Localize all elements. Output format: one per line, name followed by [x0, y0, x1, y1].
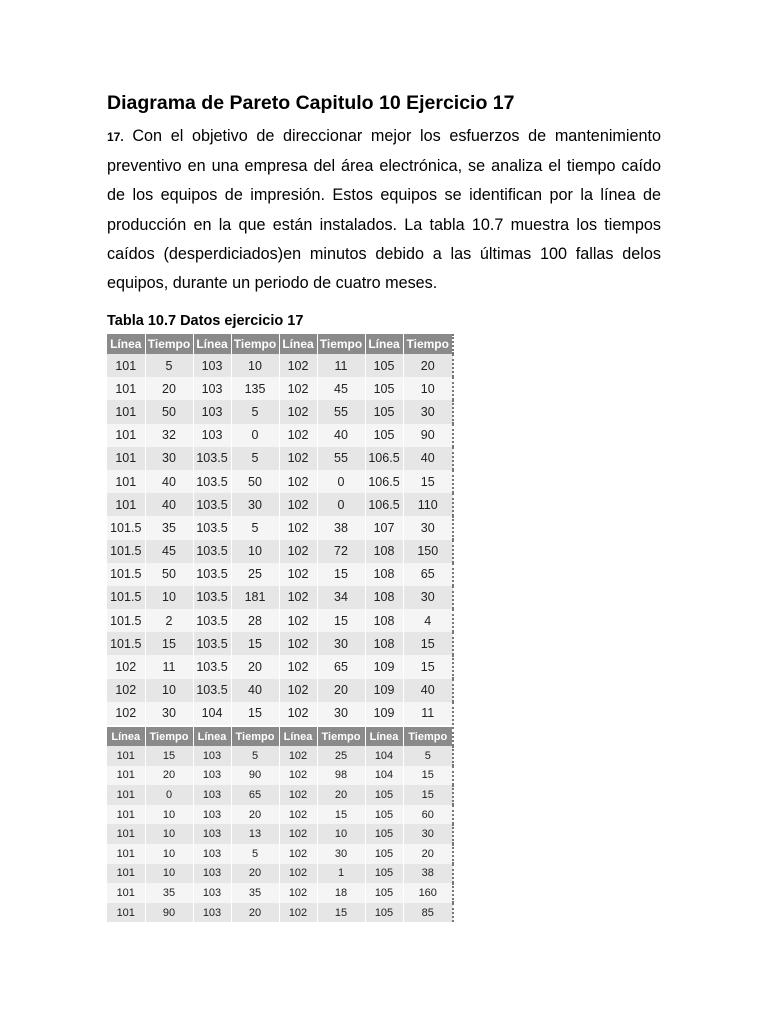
table-cell: 103 — [193, 424, 231, 447]
table-cell: 25 — [317, 746, 365, 766]
data-table-part-1 — [107, 334, 454, 725]
table-cell: 102 — [279, 447, 317, 470]
table-cell: 108 — [365, 609, 403, 632]
table-cell: 102 — [279, 424, 317, 447]
table-cell: 102 — [279, 632, 317, 655]
table-cell: 102 — [279, 805, 317, 825]
table-row — [107, 679, 453, 702]
column-header: Tiempo — [403, 727, 453, 746]
table-cell: 65 — [317, 655, 365, 678]
table-cell: 101 — [107, 805, 145, 825]
table-cell: 101.5 — [107, 609, 145, 632]
table-cell: 10 — [317, 824, 365, 844]
table-cell: 103.5 — [193, 540, 231, 563]
table-cell: 20 — [145, 377, 193, 400]
table-cell: 15 — [403, 766, 453, 786]
table-cell: 102 — [279, 493, 317, 516]
table-cell: 105 — [365, 824, 403, 844]
table-row — [107, 470, 453, 493]
table-row — [107, 540, 453, 563]
table-row — [107, 766, 453, 786]
column-header: Tiempo — [145, 727, 193, 746]
table-cell: 15 — [317, 903, 365, 923]
table-cell: 4 — [403, 609, 453, 632]
table-cell: 35 — [145, 516, 193, 539]
table-cell: 103 — [193, 883, 231, 903]
column-header: Tiempo — [317, 334, 365, 354]
table-cell: 30 — [317, 632, 365, 655]
table-cell: 102 — [279, 883, 317, 903]
table-cell: 101 — [107, 447, 145, 470]
data-table-part-2 — [107, 727, 454, 922]
table-cell: 15 — [231, 702, 279, 725]
table-cell: 15 — [145, 746, 193, 766]
table-cell: 103.5 — [193, 632, 231, 655]
table-cell: 102 — [279, 679, 317, 702]
table-cell: 90 — [231, 766, 279, 786]
table-cell: 102 — [279, 586, 317, 609]
table-cell: 104 — [193, 702, 231, 725]
table-row — [107, 805, 453, 825]
table-cell: 10 — [145, 824, 193, 844]
table-cell: 40 — [317, 424, 365, 447]
column-header: Línea — [193, 727, 231, 746]
table-cell: 103 — [193, 864, 231, 884]
table-cell: 105 — [365, 844, 403, 864]
table-cell: 90 — [145, 903, 193, 923]
table-cell: 98 — [317, 766, 365, 786]
table-cell: 105 — [365, 864, 403, 884]
table-cell: 102 — [107, 702, 145, 725]
table-cell: 20 — [231, 655, 279, 678]
table-cell: 15 — [317, 563, 365, 586]
exercise-paragraph — [107, 122, 661, 298]
table-cell: 102 — [279, 864, 317, 884]
table-cell: 105 — [365, 354, 403, 377]
table-cell: 101.5 — [107, 540, 145, 563]
table-cell: 10 — [231, 354, 279, 377]
table-cell: 85 — [403, 903, 453, 923]
table-cell: 135 — [231, 377, 279, 400]
table-cell: 102 — [279, 702, 317, 725]
table-cell: 0 — [231, 424, 279, 447]
table-cell: 15 — [317, 609, 365, 632]
table-cell: 110 — [403, 493, 453, 516]
table-cell: 102 — [279, 903, 317, 923]
table-cell: 103 — [193, 844, 231, 864]
exercise-number: 17. — [107, 130, 124, 144]
column-header: Tiempo — [403, 334, 453, 354]
table-cell: 103.5 — [193, 493, 231, 516]
table-cell: 106.5 — [365, 447, 403, 470]
table-cell: 105 — [365, 805, 403, 825]
table-row — [107, 655, 453, 678]
table-cell: 101 — [107, 883, 145, 903]
table-cell: 10 — [145, 864, 193, 884]
table-cell: 20 — [317, 785, 365, 805]
table-cell: 102 — [107, 655, 145, 678]
table-cell: 101 — [107, 354, 145, 377]
table-cell: 45 — [317, 377, 365, 400]
table-cell: 101 — [107, 493, 145, 516]
table-cell: 30 — [317, 702, 365, 725]
table-row — [107, 516, 453, 539]
table-cell: 102 — [279, 785, 317, 805]
column-header: Línea — [365, 727, 403, 746]
table-cell: 32 — [145, 424, 193, 447]
table-cell: 50 — [231, 470, 279, 493]
table-cell: 103.5 — [193, 679, 231, 702]
table-row — [107, 883, 453, 903]
table-row — [107, 586, 453, 609]
table-cell: 10 — [231, 540, 279, 563]
table-cell: 5 — [145, 354, 193, 377]
table-cell: 102 — [279, 516, 317, 539]
table-cell: 103 — [193, 824, 231, 844]
table-cell: 5 — [231, 746, 279, 766]
table-cell: 101 — [107, 424, 145, 447]
table-cell: 65 — [403, 563, 453, 586]
table-cell: 103.5 — [193, 609, 231, 632]
table-cell: 102 — [279, 824, 317, 844]
table-cell: 101.5 — [107, 516, 145, 539]
table-cell: 108 — [365, 563, 403, 586]
table-cell: 103 — [193, 746, 231, 766]
table-row — [107, 632, 453, 655]
table-cell: 10 — [403, 377, 453, 400]
table-cell: 101 — [107, 785, 145, 805]
table-cell: 20 — [317, 679, 365, 702]
table-cell: 65 — [231, 785, 279, 805]
table-cell: 102 — [279, 655, 317, 678]
table-cell: 102 — [279, 377, 317, 400]
table-cell: 15 — [403, 470, 453, 493]
table-cell: 20 — [403, 354, 453, 377]
table-cell: 105 — [365, 883, 403, 903]
table-cell: 101 — [107, 766, 145, 786]
table-cell: 102 — [279, 766, 317, 786]
table-cell: 5 — [231, 844, 279, 864]
table-row — [107, 864, 453, 884]
column-header: Línea — [279, 334, 317, 354]
table-cell: 104 — [365, 746, 403, 766]
table-cell: 103 — [193, 766, 231, 786]
table-row — [107, 785, 453, 805]
table-cell: 30 — [317, 844, 365, 864]
table-row — [107, 844, 453, 864]
table-row — [107, 354, 453, 377]
table-cell: 11 — [403, 702, 453, 725]
table-cell: 105 — [365, 400, 403, 423]
table-cell: 1 — [317, 864, 365, 884]
table-cell: 102 — [279, 746, 317, 766]
column-header: Tiempo — [231, 334, 279, 354]
table-row — [107, 377, 453, 400]
table-cell: 101 — [107, 844, 145, 864]
table-cell: 20 — [145, 766, 193, 786]
table-cell: 103 — [193, 400, 231, 423]
column-header: Línea — [107, 727, 145, 746]
table-cell: 102 — [279, 540, 317, 563]
table-cell: 55 — [317, 400, 365, 423]
table-cell: 102 — [279, 470, 317, 493]
table-cell: 40 — [145, 493, 193, 516]
table-cell: 150 — [403, 540, 453, 563]
table-cell: 103.5 — [193, 563, 231, 586]
table-cell: 103 — [193, 903, 231, 923]
table-cell: 20 — [231, 805, 279, 825]
table-cell: 10 — [145, 679, 193, 702]
table-cell: 181 — [231, 586, 279, 609]
table-row — [107, 746, 453, 766]
column-header: Línea — [107, 334, 145, 354]
table-row — [107, 702, 453, 725]
table-cell: 15 — [403, 785, 453, 805]
table-cell: 0 — [317, 493, 365, 516]
table-cell: 105 — [365, 424, 403, 447]
table-cell: 34 — [317, 586, 365, 609]
table-cell: 40 — [145, 470, 193, 493]
table-cell: 102 — [279, 563, 317, 586]
table-cell: 5 — [231, 516, 279, 539]
table-cell: 28 — [231, 609, 279, 632]
table-cell: 103 — [193, 354, 231, 377]
table-cell: 101 — [107, 903, 145, 923]
table-cell: 101 — [107, 377, 145, 400]
column-header: Tiempo — [145, 334, 193, 354]
table-cell: 106.5 — [365, 493, 403, 516]
table-row — [107, 493, 453, 516]
table-cell: 103.5 — [193, 447, 231, 470]
table-cell: 2 — [145, 609, 193, 632]
table-cell: 11 — [145, 655, 193, 678]
table-cell: 15 — [403, 655, 453, 678]
table-cell: 107 — [365, 516, 403, 539]
table-cell: 101 — [107, 824, 145, 844]
table-cell: 38 — [403, 864, 453, 884]
table-cell: 18 — [317, 883, 365, 903]
table-cell: 40 — [231, 679, 279, 702]
table-cell: 160 — [403, 883, 453, 903]
table-row — [107, 424, 453, 447]
table-cell: 105 — [365, 377, 403, 400]
column-header: Línea — [365, 334, 403, 354]
table-cell: 20 — [231, 903, 279, 923]
table-cell: 30 — [403, 400, 453, 423]
table-cell: 103.5 — [193, 470, 231, 493]
table-row — [107, 447, 453, 470]
table-cell: 30 — [145, 447, 193, 470]
table-cell: 104 — [365, 766, 403, 786]
table-header-row — [107, 727, 453, 746]
table-cell: 15 — [231, 632, 279, 655]
table-cell: 101 — [107, 470, 145, 493]
table-cell: 103.5 — [193, 516, 231, 539]
table-cell: 72 — [317, 540, 365, 563]
table-cell: 30 — [403, 824, 453, 844]
table-header-row — [107, 334, 453, 354]
table-cell: 101.5 — [107, 586, 145, 609]
table-cell: 30 — [145, 702, 193, 725]
table-cell: 101 — [107, 746, 145, 766]
table-cell: 38 — [317, 516, 365, 539]
table-row — [107, 563, 453, 586]
table-cell: 109 — [365, 679, 403, 702]
table-cell: 5 — [231, 400, 279, 423]
table-cell: 108 — [365, 632, 403, 655]
table-cell: 0 — [317, 470, 365, 493]
table-cell: 102 — [279, 609, 317, 632]
table-caption: Tabla 10.7 Datos ejercicio 17 — [107, 313, 304, 329]
table-row — [107, 824, 453, 844]
table-cell: 109 — [365, 655, 403, 678]
table-cell: 108 — [365, 540, 403, 563]
column-header: Tiempo — [317, 727, 365, 746]
table-cell: 102 — [279, 400, 317, 423]
table-cell: 109 — [365, 702, 403, 725]
table-cell: 45 — [145, 540, 193, 563]
table-cell: 10 — [145, 844, 193, 864]
table-cell: 105 — [365, 785, 403, 805]
table-cell: 15 — [317, 805, 365, 825]
table-row — [107, 400, 453, 423]
table-cell: 30 — [403, 516, 453, 539]
table-cell: 103.5 — [193, 655, 231, 678]
table-cell: 55 — [317, 447, 365, 470]
table-cell: 90 — [403, 424, 453, 447]
table-cell: 103 — [193, 805, 231, 825]
table-cell: 10 — [145, 586, 193, 609]
column-header: Línea — [279, 727, 317, 746]
table-cell: 60 — [403, 805, 453, 825]
table-cell: 20 — [231, 864, 279, 884]
table-cell: 5 — [231, 447, 279, 470]
table-cell: 102 — [107, 679, 145, 702]
table-cell: 103.5 — [193, 586, 231, 609]
table-cell: 25 — [231, 563, 279, 586]
table-cell: 40 — [403, 679, 453, 702]
table-cell: 10 — [145, 805, 193, 825]
table-cell: 35 — [145, 883, 193, 903]
table-cell: 101.5 — [107, 632, 145, 655]
column-header: Línea — [193, 334, 231, 354]
table-cell: 15 — [403, 632, 453, 655]
table-cell: 11 — [317, 354, 365, 377]
table-cell: 5 — [403, 746, 453, 766]
table-cell: 30 — [403, 586, 453, 609]
table-cell: 50 — [145, 563, 193, 586]
table-cell: 101 — [107, 864, 145, 884]
table-cell: 102 — [279, 354, 317, 377]
table-row — [107, 903, 453, 923]
column-header: Tiempo — [231, 727, 279, 746]
table-row — [107, 609, 453, 632]
table-cell: 40 — [403, 447, 453, 470]
table-cell: 108 — [365, 586, 403, 609]
table-cell: 103 — [193, 785, 231, 805]
table-cell: 106.5 — [365, 470, 403, 493]
table-cell: 50 — [145, 400, 193, 423]
table-cell: 105 — [365, 903, 403, 923]
table-cell: 30 — [231, 493, 279, 516]
table-cell: 13 — [231, 824, 279, 844]
table-cell: 15 — [145, 632, 193, 655]
exercise-text: Con el objetivo de direccionar mejor los esfuerzos de mantenimiento preventivo en una empresa del área electrónica, se analiza el tiempo caído de los equipos de impresión. Estos equipos se identifican por la línea de producción en la que están instalados. La tabla 10.7 muestra los tiempos caídos (desperdiciados)en minutos debido a las últimas 100 fallas delos equipos, durante un periodo de cuatro meses. — [107, 127, 661, 293]
table-cell: 101 — [107, 400, 145, 423]
table-cell: 102 — [279, 844, 317, 864]
table-cell: 35 — [231, 883, 279, 903]
table-cell: 103 — [193, 377, 231, 400]
table-cell: 101.5 — [107, 563, 145, 586]
table-cell: 20 — [403, 844, 453, 864]
table-cell: 0 — [145, 785, 193, 805]
page-title: Diagrama de Pareto Capitulo 10 Ejercicio 17 — [107, 92, 515, 114]
